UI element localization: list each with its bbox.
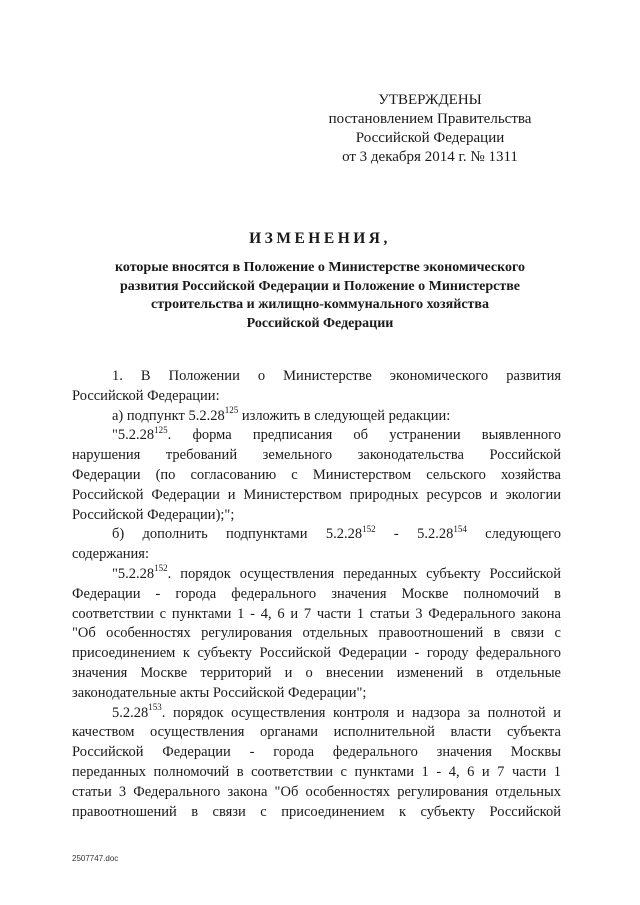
text-run: б) дополнить подпунктами 5.2.28 — [112, 526, 363, 543]
superscript: 153 — [148, 701, 162, 712]
paragraph-line: качеством осуществления органами исполнительной власти субъекта — [72, 724, 561, 741]
paragraph-line: 1. В Положении о Министерстве экономического развития — [112, 368, 561, 384]
paragraph-line: законодательные акты Российской Федерации"; — [72, 684, 367, 701]
paragraph-line: Российской Федерации: — [72, 387, 220, 404]
paragraph-line: Федерации - города федерального значения Москве полномочий в — [72, 585, 561, 602]
paragraph-line: Федерации (по согласованию с Министерством сельского хозяйства — [72, 466, 561, 483]
text-run: . порядок осуществления контроля и надзора за полнотой и — [161, 704, 561, 721]
text-run: 5.2.28 — [112, 704, 149, 721]
paragraph-line: Российской Федерации);"; — [72, 506, 235, 523]
subtitle-line: которые вносятся в Положение о Министерстве экономического — [115, 260, 525, 275]
text-run: изложить в следующей редакции: — [238, 407, 451, 424]
document-body — [72, 367, 561, 822]
paragraph-line — [72, 426, 561, 446]
paragraph-line: Российской Федерации - города федерального значения Москвы — [72, 744, 561, 761]
approval-date: от 3 декабря 2014 г. № 1311 — [342, 149, 518, 165]
text-run: - 5.2.28 — [375, 526, 454, 543]
document-subtitle — [80, 259, 560, 333]
approval-heading: УТВЕРЖДЕНЫ — [378, 92, 482, 108]
approval-line: постановлением Правительства — [328, 111, 532, 127]
text-run — [112, 424, 561, 444]
superscript: 125 — [224, 404, 239, 415]
paragraph-line: статьи 3 Федерального закона "Об особенностях регулирования отдельных — [72, 783, 561, 800]
paragraph-line — [72, 404, 561, 427]
superscript: 125 — [154, 424, 168, 435]
approval-block — [320, 91, 540, 167]
paragraph-line — [72, 701, 561, 724]
subtitle-line: Российской Федерации — [246, 315, 394, 331]
paragraph-line: присоединением к субъекту Российской Федерации - городу федерального — [72, 645, 561, 662]
text-run: а) подпункт 5.2.28 — [112, 407, 225, 424]
footer-filename: 2507747.doc — [72, 854, 119, 863]
paragraph-line: соответствии с пунктами 1 - 4, 6 и 7 части 1 статьи 3 Федерального закона — [72, 605, 561, 622]
text-run: . порядок осуществления переданных субъекту Российской — [167, 565, 561, 582]
superscript: 152 — [154, 563, 168, 574]
superscript: 152 — [362, 523, 376, 534]
paragraph-line: правоотношений в связи с присоединением к субъекту Российской — [72, 803, 561, 820]
document-title: ИЗМЕНЕНИЯ, — [249, 230, 391, 247]
paragraph-line: значения Москве территорий и о внесении изменений в отдельные — [72, 664, 561, 681]
text-run: "5.2.28 — [112, 427, 155, 444]
paragraph-line: нарушения требований земельного законодательства Российской — [72, 447, 561, 464]
paragraph-line — [72, 525, 561, 545]
paragraph-line — [72, 565, 561, 585]
text-run: . форма предписания об устранении выявленного — [167, 427, 561, 444]
subtitle-line: развития Российской Федерации и Положение о Министерстве — [120, 278, 520, 294]
paragraph-line: содержания: — [72, 546, 150, 563]
superscript: 154 — [453, 523, 467, 534]
paragraph-line: переданных полномочий в соответствии с пунктами 1 - 4, 6 и 7 части 1 — [72, 763, 561, 780]
text-run: следующего — [466, 526, 561, 543]
approval-line: Российской Федерации — [355, 130, 505, 146]
paragraph-line: "Об особенностях регулирования отдельных правоотношений в связи с — [72, 625, 561, 642]
text-run: "5.2.28 — [112, 565, 155, 582]
paragraph-line: Российской Федерации и Министерством природных ресурсов и экологии — [72, 486, 561, 503]
subtitle-line: строительства и жилищно-коммунального хозяйства — [151, 297, 489, 312]
